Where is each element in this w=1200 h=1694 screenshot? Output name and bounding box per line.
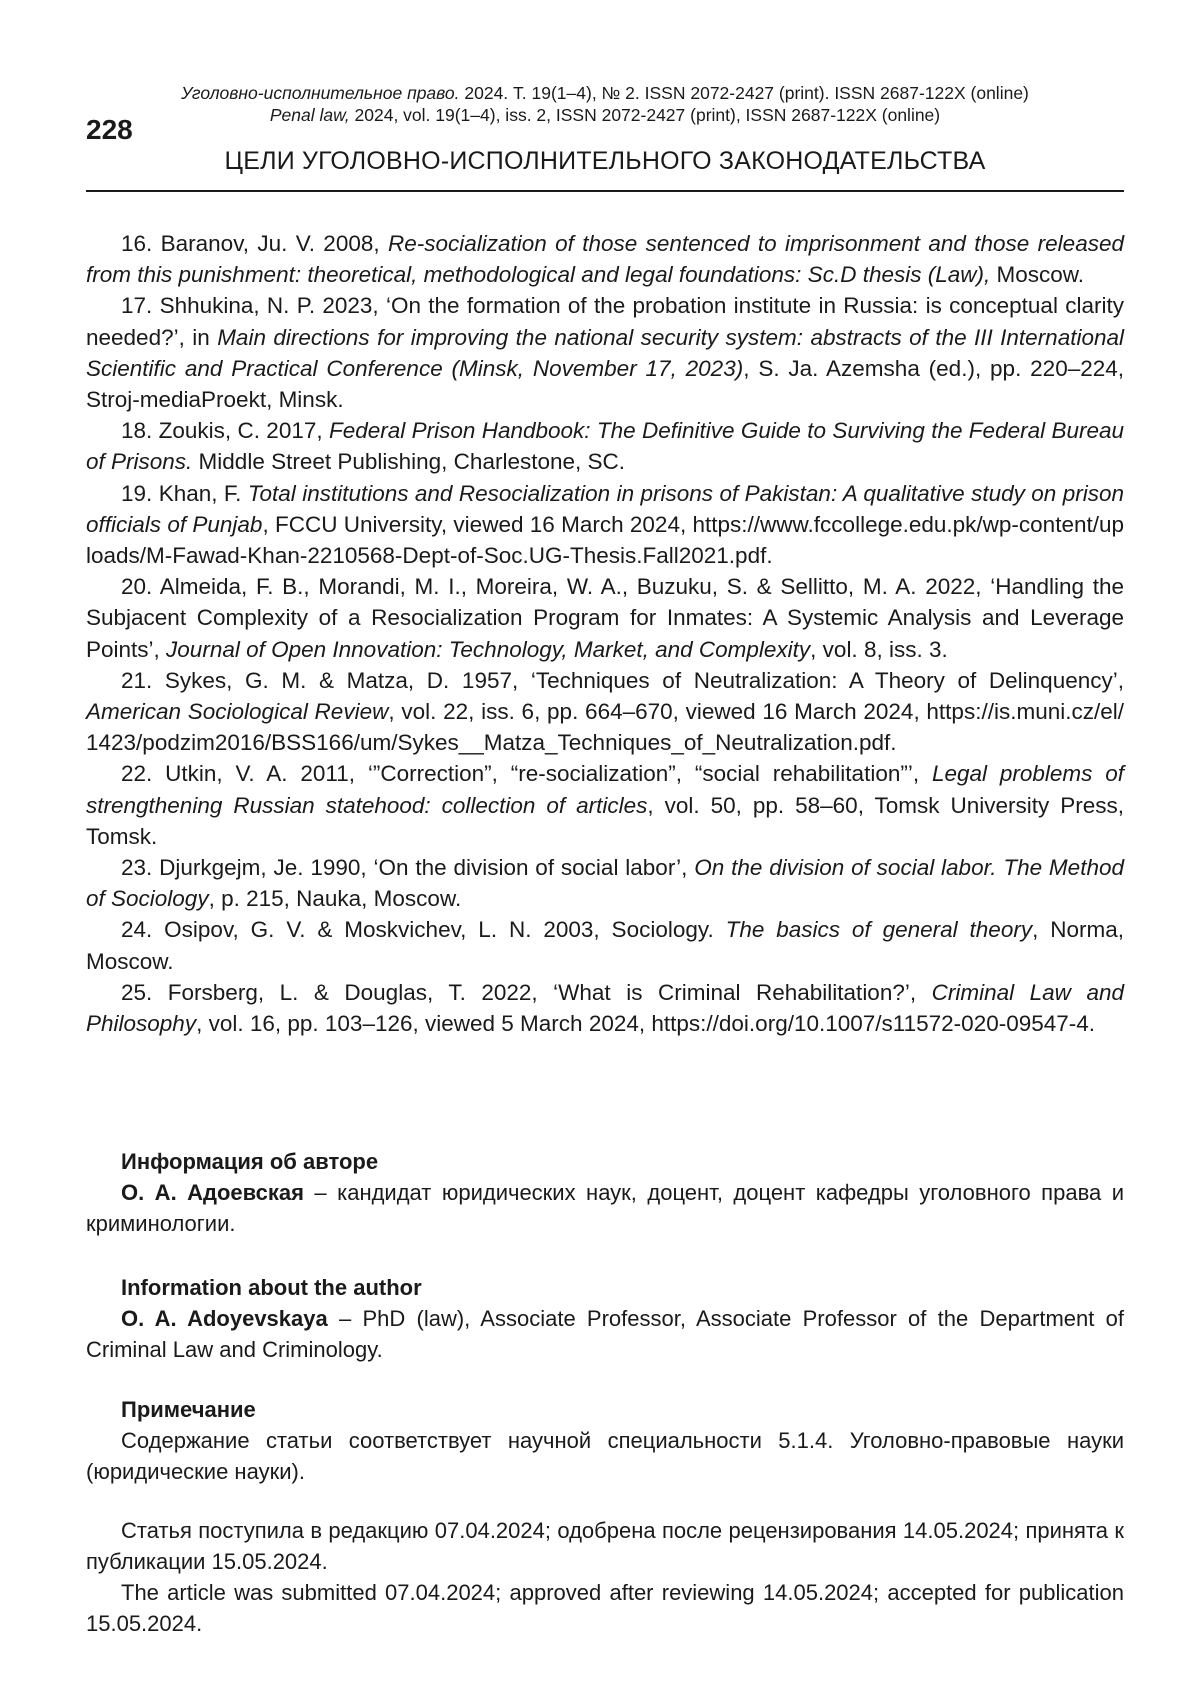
note-heading: Примечание (121, 1397, 256, 1422)
note-text: Содержание статьи соответствует научной специальности 5.1.4. Уголовно-правовые науки (юридические науки). (86, 1428, 1124, 1484)
author-info-ru-heading: Информация об авторе (121, 1149, 379, 1174)
reference-item: 20. Almeida, F. B., Morandi, M. I., Moreira, W. A., Buzuku, S. & Sellitto, M. A. 2022, ‘Handling the Subjacent Complexity of a Resocialization Program for Inmates: A Systemic Analysis and Leverage Points’, Journal of Open Innovation: Technology, Market, and Complexity, vol. 8, iss. 3. (86, 574, 1124, 662)
article-dates-en: The article was submitted 07.04.2024; approved after reviewing 14.05.2024; accepted for publication 15.05.2024. (86, 1580, 1124, 1636)
journal-citation-en: Penal law, 2024, vol. 19(1–4), iss. 2, ISSN 2072-2427 (print), ISSN 2687-122X (online) (269, 105, 941, 125)
reference-item: 22. Utkin, V. A. 2011, ‘”Correction”, “re-socialization”, “social rehabilitation”’, Legal problems of strengthening Russian statehood: collection of articles, vol. 50, pp. 58–60, Tomsk University Press, Tomsk. (86, 761, 1124, 849)
journal-page (86, 0, 1125, 1636)
header-divider (86, 190, 1124, 192)
note-block (86, 1394, 1124, 1487)
article-dates-ru: Статья поступила в редакцию 07.04.2024; одобрена после рецензирования 14.05.2024; принята к публикации 15.05.2024. (86, 1518, 1124, 1574)
journal-citation-ru: Уголовно-исполнительное право. 2024. Т. 19(1–4), № 2. ISSN 2072-2427 (print). ISSN 2687-122X (online) (181, 83, 1029, 103)
reference-item: 16. Baranov, Ju. V. 2008, Re-socialization of those sentenced to imprisonment and those released from this punishment: theoretical, methodological and legal foundations: Sc.D thesis (Law), Moscow. (86, 231, 1124, 288)
reference-item: 25. Forsberg, L. & Douglas, T. 2022, ‘What is Criminal Rehabilitation?’, Criminal Law and Philosophy, vol. 16, pp. 103–126, viewed 5 March 2024, https://doi.org/10.1007/s11572-020-09547-4. (86, 979, 1124, 1037)
author-info-ru-text: О. А. Адоевская – кандидат юридических наук, доцент, доцент кафедры уголовного права и криминологии. (86, 1180, 1124, 1236)
section-title: ЦЕЛИ УГОЛОВНО-ИСПОЛНИТЕЛЬНОГО ЗАКОНОДАТЕЛЬСТВА (224, 147, 986, 175)
author-info-en-text: O. A. Adoyevskaya – PhD (law), Associate Professor, Associate Professor of the Department of Criminal Law and Criminology. (86, 1306, 1124, 1362)
author-info-ru (86, 1146, 1124, 1239)
reference-item: 21. Sykes, G. M. & Matza, D. 1957, ‘Techniques of Neutralization: A Theory of Delinquency’, American Sociological Review, vol. 22, iss. 6, pp. 664–670, viewed 16 March 2024, https://is.muni.cz/el/1423/podzim2016/BSS166/um/Sykes__Matza_Techniques_of_Neutralization.pdf. (86, 667, 1124, 756)
reference-item: 17. Shhukina, N. P. 2023, ‘On the formation of the probation institute in Russia: is conceptual clarity needed?’, in Main directions for improving the national security system: abstracts of the III International Scientific and Practical Conference (Minsk, November 17, 2023), S. Ja. Azemsha (ed.), pp. 220–224, Stroj-mediaProekt, Minsk. (86, 293, 1125, 413)
article-dates (86, 1515, 1124, 1639)
reference-list (86, 228, 1124, 1039)
page-number: 228 (86, 114, 133, 145)
reference-item: 19. Khan, F. Total institutions and Resocialization in prisons of Pakistan: A qualitative study on prison officials of Punjab, FCCU University, viewed 16 March 2024, https://www.fccollege.edu.pk/wp-content/uploads/M-Fawad-Khan-2210568-Dept-of-Soc.UG-Thesis.Fall2021.pdf. (86, 480, 1124, 569)
author-info-en-heading: Information about the author (121, 1275, 422, 1300)
reference-item: 23. Djurkgejm, Je. 1990, ‘On the division of social labor’, On the division of social labor. The Method of Sociology, p. 215, Nauka, Moscow. (86, 855, 1124, 912)
reference-item: 18. Zoukis, C. 2017, Federal Prison Handbook: The Definitive Guide to Surviving the Federal Bureau of Prisons. Middle Street Publishing, Charlestone, SC. (86, 418, 1124, 475)
running-header (86, 0, 1124, 200)
reference-item: 24. Osipov, G. V. & Moskvichev, L. N. 2003, Sociology. The basics of general theory, Norma, Moscow. (86, 917, 1124, 974)
author-info-en (86, 1272, 1124, 1365)
